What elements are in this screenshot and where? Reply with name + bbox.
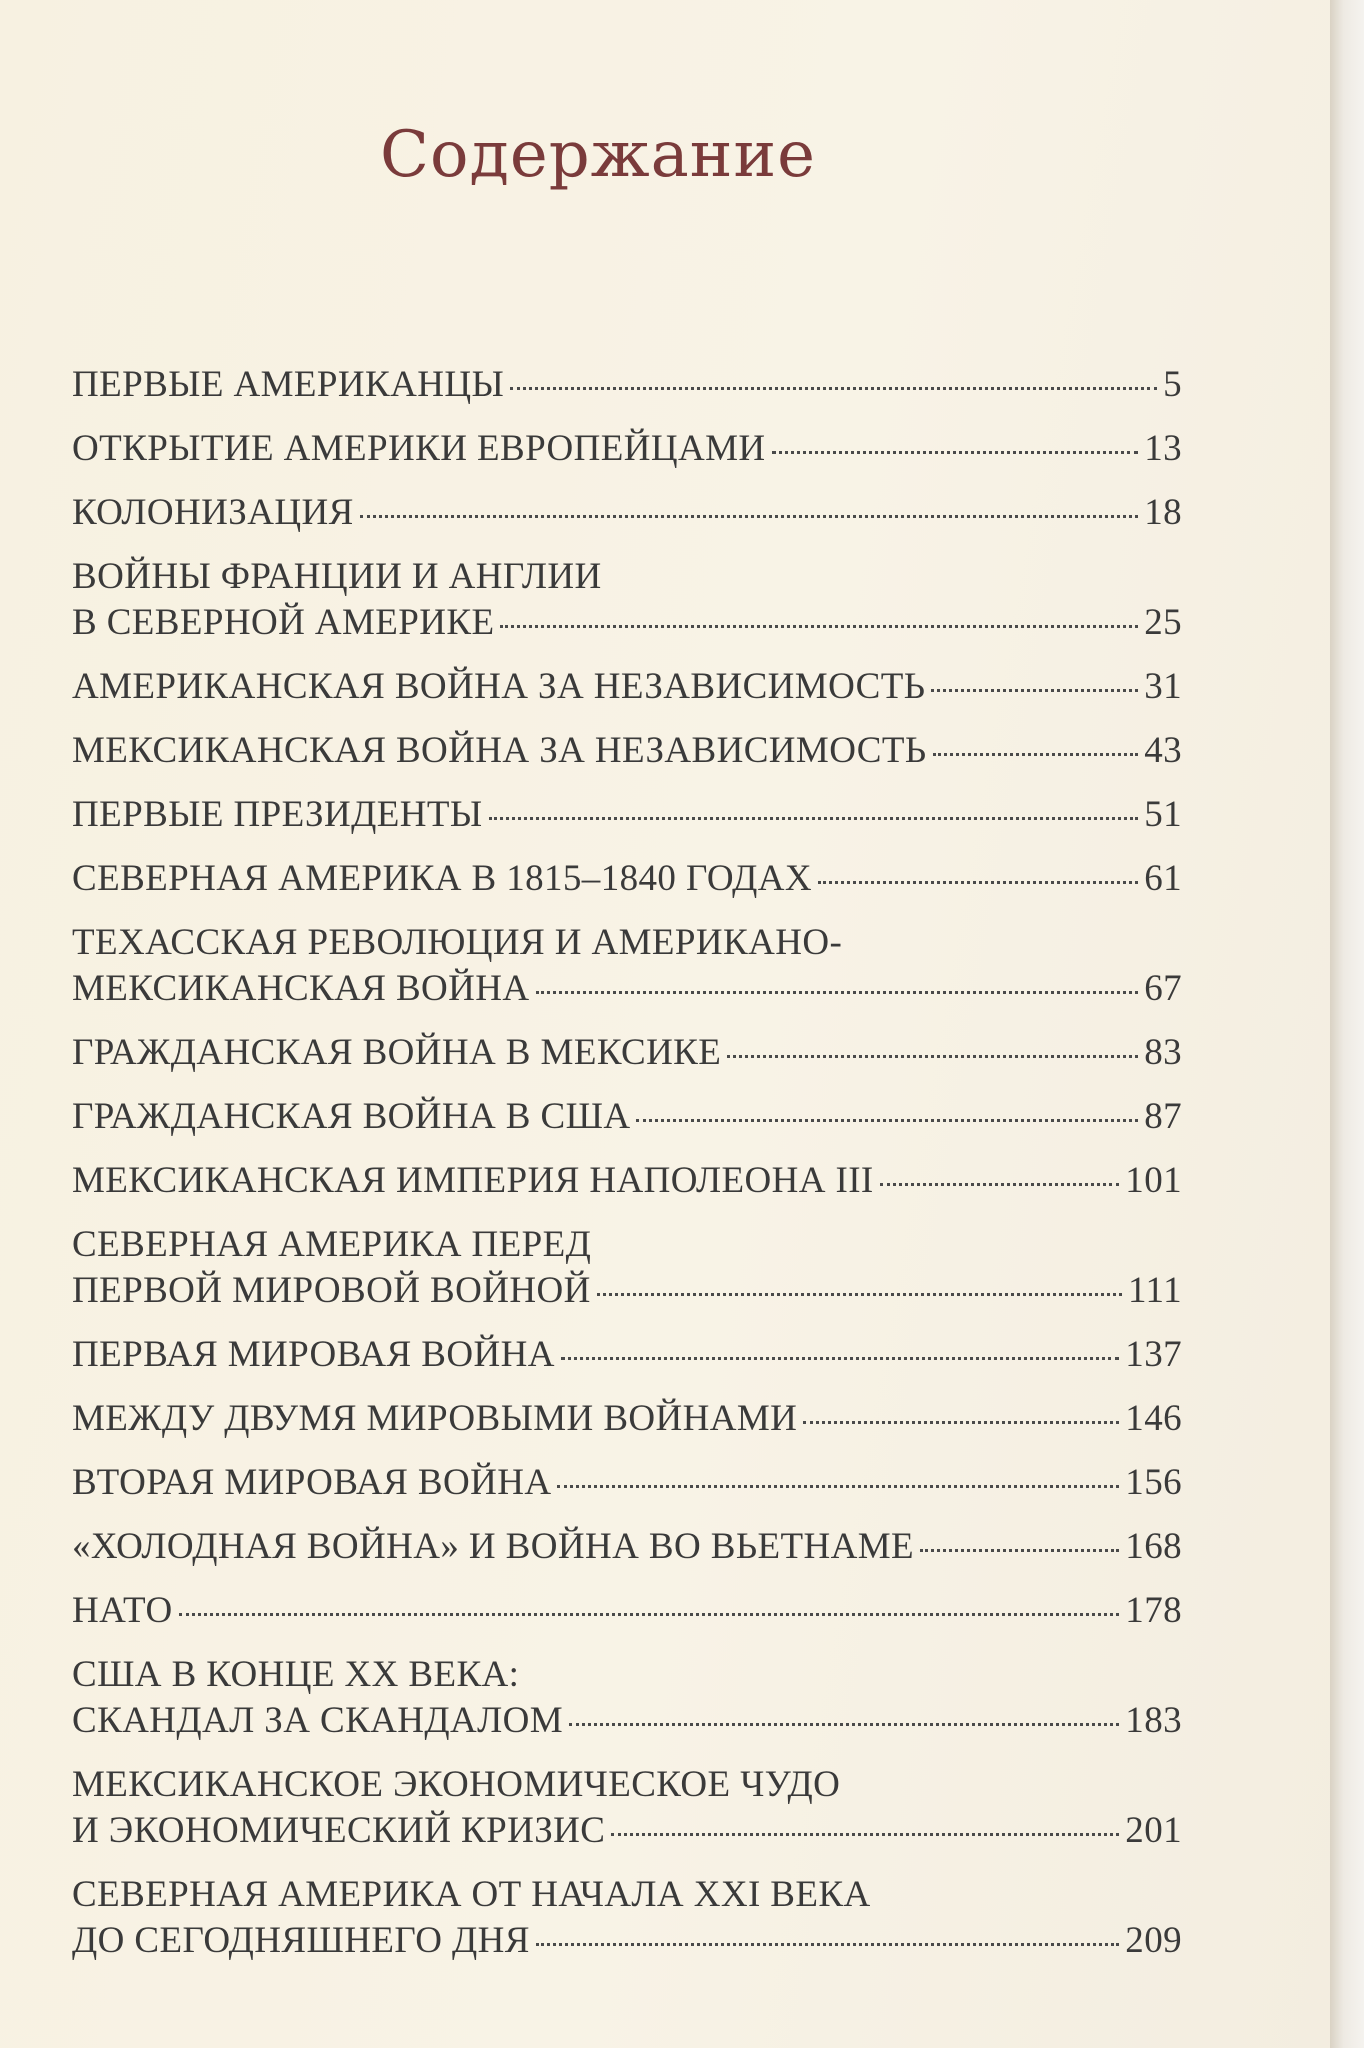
toc-entry	[72, 856, 1182, 902]
toc-entry	[72, 1652, 1182, 1744]
toc-entry-row	[72, 1524, 1182, 1570]
toc-entry-title-line: МЕКСИКАНСКОЕ ЭКОНОМИЧЕСКОЕ ЧУДО	[72, 1764, 841, 1805]
toc-entry	[72, 920, 1182, 1012]
toc-page-number: 101	[1125, 1160, 1182, 1201]
toc-entry	[72, 490, 1182, 536]
toc-page-number: 61	[1144, 858, 1182, 899]
toc-entry	[72, 728, 1182, 774]
dot-leader	[500, 625, 1138, 628]
toc-entry	[72, 1332, 1182, 1378]
toc-entry-title: МЕКСИКАНСКАЯ ВОЙНА	[72, 968, 530, 1009]
toc-entry-title: ПЕРВЫЕ ПРЕЗИДЕНТЫ	[72, 794, 483, 835]
toc-entry-row	[72, 664, 1182, 710]
dot-leader	[489, 817, 1139, 820]
toc-entry-title-line: СЕВЕРНАЯ АМЕРИКА ОТ НАЧАЛА XXI ВЕКА	[72, 1874, 871, 1915]
toc-page-number: 146	[1125, 1398, 1182, 1439]
dot-leader	[727, 1055, 1138, 1058]
page-title: Содержание	[380, 118, 816, 192]
dot-leader	[636, 1119, 1138, 1122]
dot-leader	[933, 753, 1139, 756]
toc-entry-title: ОТКРЫТИЕ АМЕРИКИ ЕВРОПЕЙЦАМИ	[72, 428, 766, 469]
dot-leader	[557, 1485, 1119, 1488]
toc-entry-row	[72, 490, 1182, 536]
toc-entry-row	[72, 1808, 1182, 1854]
toc-entry	[72, 1094, 1182, 1140]
toc-entry-title: НАТО	[72, 1590, 173, 1631]
dot-leader	[818, 881, 1138, 884]
toc-page-number: 5	[1163, 364, 1182, 405]
dot-leader	[536, 991, 1139, 994]
dot-leader	[880, 1183, 1120, 1186]
toc-entry	[72, 1872, 1182, 1964]
toc-page-number: 18	[1144, 492, 1182, 533]
toc-entry	[72, 1524, 1182, 1570]
toc-page-number: 67	[1144, 968, 1182, 1009]
toc-page-number: 83	[1144, 1032, 1182, 1073]
dot-leader	[510, 387, 1157, 390]
toc-page-number: 168	[1125, 1526, 1182, 1567]
page-edge	[1330, 0, 1364, 2048]
toc-entry	[72, 1396, 1182, 1442]
toc-page-number: 183	[1125, 1700, 1182, 1741]
toc-entry	[72, 554, 1182, 646]
toc-entry-row	[72, 1332, 1182, 1378]
toc-entry	[72, 792, 1182, 838]
dot-leader	[179, 1613, 1120, 1616]
toc-entry-row	[72, 1268, 1182, 1314]
toc-entry	[72, 362, 1182, 408]
toc-entry-title: ПЕРВЫЕ АМЕРИКАНЦЫ	[72, 364, 505, 405]
dot-leader	[360, 515, 1139, 518]
toc-entry-title: СЕВЕРНАЯ АМЕРИКА В 1815–1840 ГОДАХ	[72, 858, 812, 899]
toc-page-number: 178	[1125, 1590, 1182, 1631]
toc-entry-title: ВТОРАЯ МИРОВАЯ ВОЙНА	[72, 1462, 552, 1503]
toc-page-number: 43	[1144, 730, 1182, 771]
toc-page-number: 25	[1144, 602, 1182, 643]
toc-entry-title: ГРАЖДАНСКАЯ ВОЙНА В МЕКСИКЕ	[72, 1032, 722, 1073]
dot-leader	[920, 1549, 1119, 1552]
toc-entry-row	[72, 1158, 1182, 1204]
toc-entry-row	[72, 1396, 1182, 1442]
toc-entry-row	[72, 600, 1182, 646]
toc-page-number: 31	[1144, 666, 1182, 707]
toc-entry-row	[72, 1460, 1182, 1506]
dot-leader	[597, 1293, 1122, 1296]
toc-entry-row	[72, 728, 1182, 774]
dot-leader	[803, 1421, 1119, 1424]
dot-leader	[561, 1357, 1119, 1360]
toc-entry-row	[72, 792, 1182, 838]
toc-entry-title-line: ТЕХАССКАЯ РЕВОЛЮЦИЯ И АМЕРИКАНО-	[72, 922, 843, 963]
table-of-contents	[72, 362, 1182, 1982]
toc-entry-title-line: США В КОНЦЕ XX ВЕКА:	[72, 1654, 520, 1695]
toc-entry-row	[72, 1918, 1182, 1964]
toc-entry	[72, 664, 1182, 710]
toc-page-number: 209	[1125, 1920, 1182, 1961]
dot-leader	[569, 1723, 1119, 1726]
toc-entry	[72, 1158, 1182, 1204]
dot-leader	[931, 689, 1138, 692]
toc-entry-row	[72, 362, 1182, 408]
toc-entry-title: МЕКСИКАНСКАЯ ИМПЕРИЯ НАПОЛЕОНА III	[72, 1160, 874, 1201]
toc-entry	[72, 1030, 1182, 1076]
toc-entry-row	[72, 1698, 1182, 1744]
toc-entry-title: КОЛОНИЗАЦИЯ	[72, 492, 354, 533]
toc-entry-row	[72, 856, 1182, 902]
toc-entry-title: В СЕВЕРНОЙ АМЕРИКЕ	[72, 602, 495, 643]
dot-leader	[611, 1833, 1119, 1836]
toc-entry-title: «ХОЛОДНАЯ ВОЙНА» И ВОЙНА ВО ВЬЕТНАМЕ	[72, 1526, 915, 1567]
toc-entry-row	[72, 426, 1182, 472]
dot-leader	[772, 451, 1139, 454]
toc-page-number: 13	[1144, 428, 1182, 469]
toc-entry-row	[72, 1094, 1182, 1140]
toc-entry-title-line: ВОЙНЫ ФРАНЦИИ И АНГЛИИ	[72, 556, 602, 597]
toc-entry-title: ПЕРВАЯ МИРОВАЯ ВОЙНА	[72, 1334, 555, 1375]
toc-entry-title: МЕКСИКАНСКАЯ ВОЙНА ЗА НЕЗАВИСИМОСТЬ	[72, 730, 927, 771]
toc-page-number: 87	[1144, 1096, 1182, 1137]
toc-entry-title-line: СЕВЕРНАЯ АМЕРИКА ПЕРЕД	[72, 1224, 592, 1265]
toc-page-number: 201	[1125, 1810, 1182, 1851]
toc-entry	[72, 1762, 1182, 1854]
toc-entry-title: АМЕРИКАНСКАЯ ВОЙНА ЗА НЕЗАВИСИМОСТЬ	[72, 666, 926, 707]
toc-entry-title: ГРАЖДАНСКАЯ ВОЙНА В США	[72, 1096, 631, 1137]
toc-entry	[72, 1222, 1182, 1314]
toc-entry	[72, 1588, 1182, 1634]
toc-entry-row	[72, 1588, 1182, 1634]
toc-page-number: 156	[1125, 1462, 1182, 1503]
toc-entry	[72, 1460, 1182, 1506]
toc-page-number: 111	[1128, 1270, 1182, 1311]
toc-entry	[72, 426, 1182, 472]
toc-entry-title: СКАНДАЛ ЗА СКАНДАЛОМ	[72, 1700, 564, 1741]
toc-entry-title: И ЭКОНОМИЧЕСКИЙ КРИЗИС	[72, 1810, 606, 1851]
toc-page-number: 137	[1125, 1334, 1182, 1375]
toc-entry-title: МЕЖДУ ДВУМЯ МИРОВЫМИ ВОЙНАМИ	[72, 1398, 798, 1439]
dot-leader	[536, 1943, 1120, 1946]
toc-entry-title: ДО СЕГОДНЯШНЕГО ДНЯ	[72, 1920, 530, 1961]
toc-entry-title: ПЕРВОЙ МИРОВОЙ ВОЙНОЙ	[72, 1270, 591, 1311]
toc-page-number: 51	[1144, 794, 1182, 835]
toc-entry-row	[72, 1030, 1182, 1076]
toc-entry-row	[72, 966, 1182, 1012]
